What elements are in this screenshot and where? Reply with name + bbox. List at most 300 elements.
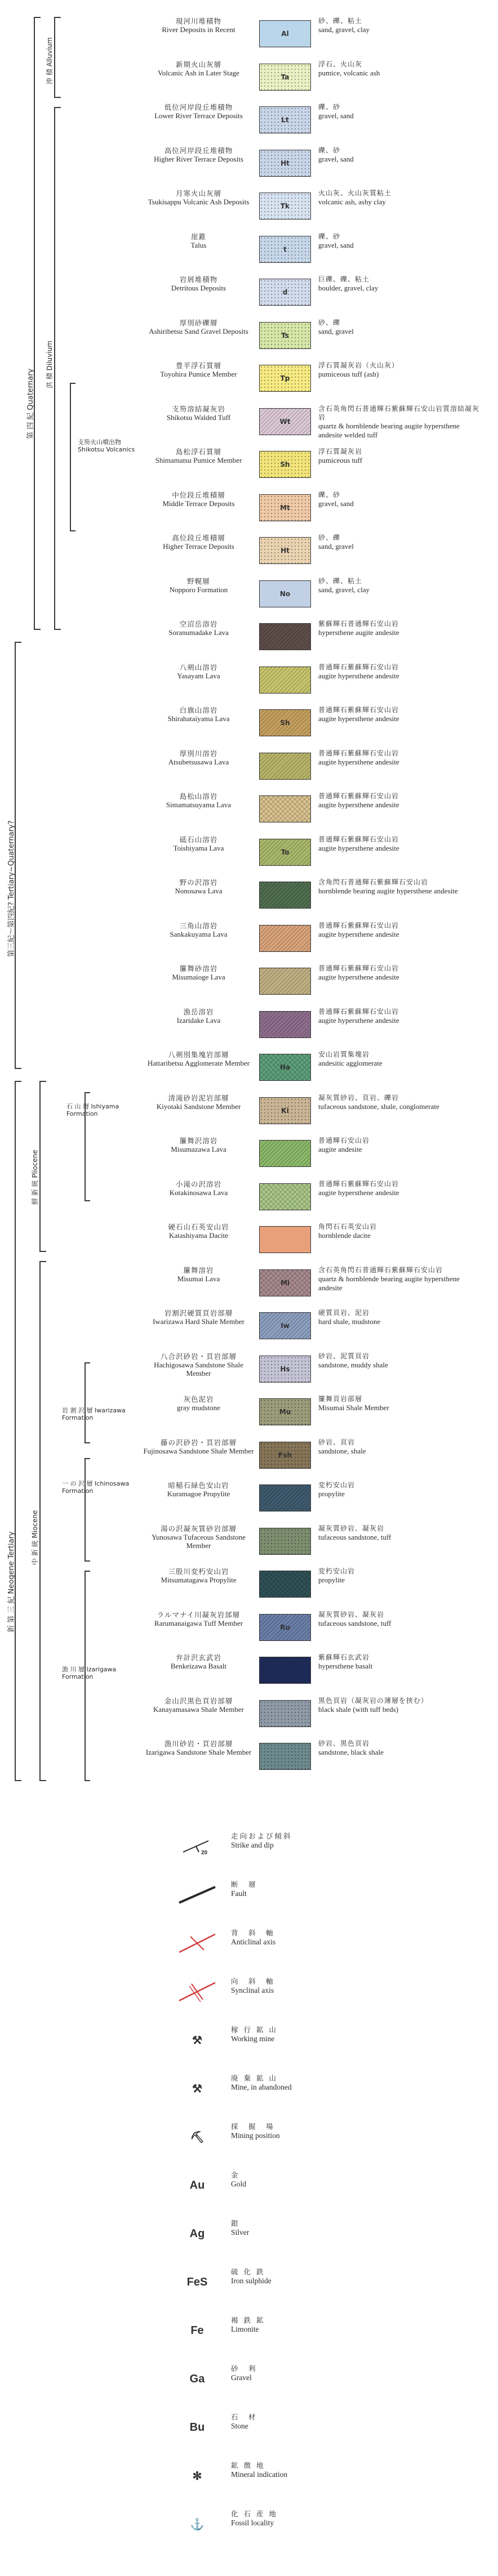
unit-lithology-jp: 硬質頁岩、泥岩 (318, 1309, 370, 1317)
unit-description (318, 1309, 482, 1326)
unit-code: Sh (280, 460, 290, 468)
legend-unit-row (141, 275, 479, 315)
symbol-label (231, 2316, 456, 2334)
unit-lithology-en: andesitic agglomerate (318, 1059, 383, 1067)
mineral-indication-icon (175, 2462, 220, 2490)
unit-description (318, 620, 482, 637)
unit-swatch (259, 1700, 311, 1727)
unit-lithology-jp: 紫蘇輝石玄武岩 (318, 1653, 370, 1661)
unit-name (141, 922, 256, 939)
unit-code: To (281, 848, 290, 856)
unit-description (318, 1223, 482, 1240)
unit-lithology-en: hard shale, mudstone (318, 1317, 381, 1326)
unit-code: Sh (280, 719, 290, 727)
unit-name-en: Talus (190, 240, 207, 249)
unit-code: Ru (280, 1623, 290, 1631)
legend-unit-row (141, 1524, 479, 1564)
working-mine-icon (175, 2026, 220, 2054)
legend-unit-row (141, 1050, 479, 1090)
legend-unit-row (141, 663, 479, 703)
unit-swatch (259, 1356, 311, 1383)
silver-icon (175, 2220, 220, 2248)
unit-name (141, 1567, 256, 1585)
symbol-label (231, 2510, 456, 2528)
symbol-label (231, 1977, 456, 1996)
bracket-quaternary (34, 17, 41, 630)
unit-name-en: Mitsumatagawa Propylite (161, 1576, 237, 1584)
unit-name-jp: 八剣別集塊岩部層 (168, 1050, 229, 1059)
epoch-miocene: 中 新 統 Miocene (31, 1510, 39, 1565)
unit-name-en: Hachigosawa Sandstone Shale Member (154, 1360, 243, 1378)
unit-lithology-en: augite hypersthene andesite (318, 671, 399, 680)
unit-name-jp: 豊平浮石質層 (175, 361, 221, 370)
legend-unit-row (141, 1094, 479, 1134)
unit-name (141, 1137, 256, 1154)
unit-lithology-en: sandstone, shale (318, 1446, 366, 1455)
unit-code: Ht (281, 159, 290, 167)
unit-swatch (259, 882, 311, 909)
unit-lithology-jp: 普通輝石紫蘇輝石安山岩 (318, 663, 399, 671)
unit-description (318, 1697, 482, 1714)
bracket-miocene (39, 1261, 46, 1781)
legend-symbol-row (141, 2410, 479, 2450)
unit-lithology-jp: 普通輝石紫蘇輝石安山岩 (318, 835, 399, 843)
bracket-diluvium (54, 107, 61, 630)
unit-lithology-en: pumice, volcanic ash (318, 68, 380, 77)
unit-name-en: Soranumadake Lava (168, 628, 229, 637)
unit-name-jp: 低位河岸段丘堆積物 (164, 103, 233, 111)
legend-symbol-row (141, 2362, 479, 2401)
unit-lithology-jp: 含角閃石普通輝石紫蘇輝石安山岩 (318, 878, 429, 886)
symbol-label (231, 2268, 456, 2286)
unit-code: Fsh (278, 1451, 292, 1459)
legend-symbol-row (141, 2507, 479, 2547)
unit-name-en: Sankakuyama Lava (170, 929, 228, 938)
unit-name-en: Shikotsu Walded Tuff (166, 413, 231, 422)
unit-name (141, 1611, 256, 1628)
unit-lithology-en: sand, gravel (318, 542, 354, 551)
legend-symbol-row (141, 1878, 479, 1917)
symbol-glyph: Bu (189, 2421, 205, 2434)
symbol-glyph: ✻ (192, 2470, 202, 2483)
unit-lithology-en: gravel, sand (318, 111, 354, 120)
unit-name-jp: 湯の沢凝灰質砂岩部層 (160, 1524, 237, 1533)
syncline-icon (175, 1978, 220, 2006)
legend-unit-row (141, 361, 479, 401)
symbol-label-jp: 鉱 徴 地 (231, 2461, 265, 2470)
unit-name-en: Izaridake Lava (176, 1016, 221, 1025)
unit-name-en: Kanayamasawa Shale Member (153, 1705, 244, 1714)
unit-lithology-en: quartz & hornblende bearing augite hypersthene andesite (318, 1274, 460, 1292)
unit-name-en: Katashiyama Dacite (168, 1231, 229, 1240)
bracket-neogene (15, 1081, 21, 1781)
unit-lithology-jp: 普通輝石紫蘇輝石安山岩 (318, 1007, 399, 1016)
unit-description (318, 1611, 482, 1628)
unit-name-jp: 高位河岸段丘堆積物 (164, 146, 233, 155)
legend-unit-row (141, 1395, 479, 1435)
legend-unit-row (141, 577, 479, 617)
symbol-label-en: Strike and dip (231, 1840, 274, 1849)
unit-code: No (279, 589, 291, 598)
unit-name-jp: 砥石山溶岩 (179, 835, 218, 844)
unit-swatch (259, 753, 311, 780)
unit-description (318, 1137, 482, 1154)
unit-lithology-jp: 変朽安山岩 (318, 1481, 355, 1489)
unit-lithology-en: propylite (318, 1490, 345, 1498)
unit-lithology-jp: 普通輝石紫蘇輝石安山岩 (318, 964, 399, 972)
period-neogene: 新 第 三 紀 Neogene Tertiary (7, 1531, 16, 1633)
unit-name-en: gray mudstone (177, 1403, 220, 1412)
unit-name-jp: 清滝砂岩泥岩部層 (168, 1093, 229, 1102)
unit-name-jp: 漁岳溶岩 (183, 1007, 214, 1016)
symbol-label-en: Mine, in abandoned (231, 2082, 292, 2091)
unit-swatch (259, 20, 311, 47)
legend-unit-row (141, 103, 479, 143)
unit-lithology-jp: 火山灰、火山灰質粘土 (318, 189, 392, 197)
unit-name-en: Misumai Lava (177, 1274, 220, 1283)
unit-lithology-en: sandstone, black shale (318, 1748, 384, 1756)
unit-lithology-jp: 普通輝石紫蘇輝石安山岩 (318, 749, 399, 757)
unit-name-jp: 月寒火山灰層 (175, 189, 221, 198)
unit-description (318, 792, 482, 810)
unit-lithology-en: tufaceous sandstone, tuff (318, 1618, 392, 1627)
symbol-label-en: Stone (231, 2421, 248, 2430)
unit-name-en: Tsukisappu Volcanic Ash Deposits (148, 198, 250, 206)
unit-name (141, 663, 256, 681)
unit-lithology-jp: 角閃石石英安山岩 (318, 1223, 377, 1231)
unit-code: Tp (280, 374, 290, 382)
unit-lithology-en: propylite (318, 1576, 345, 1584)
unit-lithology-en: pumiceous tuff (ash) (318, 370, 379, 378)
unit-lithology-en: augite hypersthene andesite (318, 973, 399, 981)
unit-name (141, 146, 256, 164)
unit-description (318, 448, 482, 465)
unit-lithology-en: hornblende dacite (318, 1231, 371, 1240)
period-quaternary: 第 四 紀 Quaternary (26, 368, 35, 439)
legend-symbol-row (141, 2120, 479, 2159)
unit-swatch (259, 1743, 311, 1770)
unit-name-en: Shimamatsu Pumice Member (155, 456, 242, 464)
symbol-label-jp: 廃 棄 鉱 山 (231, 2074, 278, 2082)
legend-unit-row (141, 1266, 479, 1306)
legend-unit-row (141, 146, 479, 186)
unit-name-en: Detritous Deposits (171, 284, 226, 292)
symbol-label (231, 2171, 456, 2189)
unit-lithology-en: black shale (with tuff beds) (318, 1705, 398, 1714)
unit-code: Ts (281, 331, 289, 339)
legend-unit-row (141, 835, 479, 875)
gold-icon (175, 2171, 220, 2199)
unit-name-jp: 八剣山溶岩 (179, 663, 218, 672)
unit-name (141, 1739, 256, 1757)
legend-symbol-row (141, 1975, 479, 2014)
unit-lithology-jp: 浮石、火山灰 (318, 60, 363, 68)
unit-swatch (259, 193, 311, 220)
symbol-label-jp: 採 掘 場 (231, 2122, 275, 2131)
legend-symbol-row (141, 2168, 479, 2208)
unit-name (141, 319, 256, 336)
unit-name-jp: 厚別川溶岩 (179, 749, 218, 758)
unit-swatch (259, 1528, 311, 1555)
unit-swatch (259, 1657, 311, 1684)
unit-lithology-en: tufaceous sandstone, tuff (318, 1532, 392, 1541)
fossil-locality-icon (175, 2510, 220, 2538)
unit-code: Ki (281, 1106, 289, 1115)
fault-icon (175, 1881, 220, 1909)
unit-description (318, 706, 482, 723)
symbol-label-jp: 褐 鉄 鉱 (231, 2316, 265, 2324)
legend-unit-row (141, 534, 479, 574)
unit-lithology-en: Misumai Shale Member (318, 1403, 389, 1412)
unit-code: Tk (280, 202, 290, 210)
stone-icon (175, 2413, 220, 2441)
unit-name (141, 620, 256, 637)
unit-name-jp: 高位段丘堆積層 (172, 534, 225, 542)
unit-description (318, 1481, 482, 1499)
unit-lithology-jp: 含石英角閃石普通輝石紫蘇輝石安山岩 (318, 1265, 443, 1274)
unit-lithology-jp: 砂岩、頁岩 (318, 1438, 355, 1446)
symbol-label-jp: 向 斜 軸 (231, 1977, 275, 1985)
unit-name (141, 491, 256, 508)
unit-lithology-en: hornblende bearing augite hypersthene andesite (318, 887, 458, 895)
unit-name (141, 1008, 256, 1025)
unit-description (318, 835, 482, 853)
unit-swatch (259, 322, 311, 349)
unit-name-en: Kiyotaki Sandstone Member (156, 1102, 241, 1111)
legend-symbol-row (141, 2217, 479, 2256)
unit-name (141, 1481, 256, 1499)
unit-name-en: Kuramagoe Propylite (167, 1490, 230, 1498)
legend-unit-row (141, 232, 479, 272)
symbol-glyph: Ag (189, 2227, 205, 2240)
unit-swatch (259, 106, 311, 133)
symbol-label (231, 2364, 456, 2383)
unit-description (318, 1395, 482, 1412)
unit-name-jp: 空沼岳溶岩 (179, 620, 218, 628)
unit-name-en: Misumaioge Lava (172, 973, 225, 981)
legend-unit-row (141, 878, 479, 918)
svg-text:20: 20 (201, 1850, 208, 1856)
unit-lithology-en: augite hypersthene andesite (318, 1016, 399, 1025)
epoch-diluvium: 洪 積 Diluvium (46, 341, 54, 388)
unit-lithology-jp: 含石英角閃石普通輝石紫蘇輝石安山岩質溶結凝灰岩 (318, 404, 480, 421)
unit-lithology-jp: 普通輝石紫蘇輝石安山岩 (318, 792, 399, 800)
unit-name (141, 1352, 256, 1378)
unit-name-en: Higher Terrace Deposits (163, 542, 234, 551)
symbol-label-jp: 走向および傾斜 (231, 1832, 292, 1840)
unit-lithology-jp: 凝灰質砂岩、頁岩、礫岩 (318, 1093, 399, 1102)
symbol-label (231, 2461, 456, 2480)
legend-unit-row (141, 448, 479, 488)
unit-name (141, 1050, 256, 1068)
symbol-label-en: Fault (231, 1889, 247, 1898)
subgroup-izarigawa: 漁 川 層 Izarigawa Formation (62, 1666, 117, 1680)
unit-swatch (259, 1312, 311, 1339)
unit-lithology-jp: 凝灰質砂岩、凝灰岩 (318, 1610, 385, 1618)
legend-unit-row (141, 1180, 479, 1220)
unit-swatch (259, 1226, 311, 1253)
symbol-glyph: Fe (190, 2324, 204, 2337)
unit-name (141, 1524, 256, 1550)
unit-code: Iw (281, 1322, 290, 1330)
unit-code: Wt (279, 417, 291, 426)
unit-swatch (259, 667, 311, 694)
symbol-label (231, 2219, 456, 2238)
unit-swatch (259, 64, 311, 91)
unit-name-jp: 支笏溶結凝灰岩 (172, 404, 225, 413)
unit-code: Ta (281, 73, 290, 81)
strike-dip-icon (175, 1832, 220, 1861)
unit-description (318, 1180, 482, 1197)
unit-lithology-jp: 変朽安山岩 (318, 1567, 355, 1575)
legend-symbol-row (141, 2314, 479, 2353)
unit-description (318, 491, 482, 508)
unit-swatch (259, 795, 311, 822)
unit-lithology-jp: 普通輝石紫蘇輝石安山岩 (318, 1179, 399, 1188)
unit-description (318, 319, 482, 336)
symbol-label (231, 2413, 456, 2431)
unit-lithology-en: sand, gravel, clay (318, 585, 370, 594)
unit-name-jp: 簾舞砂溶岩 (179, 964, 218, 973)
bracket-alluvium (54, 17, 61, 98)
unit-description (318, 1653, 482, 1671)
symbol-label-en: Limonite (231, 2324, 259, 2333)
legend-unit-row (141, 17, 479, 57)
symbol-glyph: ⛏ (190, 2131, 204, 2144)
unit-name-jp: 硬石山石英安山岩 (168, 1223, 229, 1231)
unit-lithology-en: sand, gravel, clay (318, 25, 370, 34)
legend-unit-row (141, 60, 479, 100)
unit-name (141, 232, 256, 250)
unit-lithology-jp: 砂、礫 (318, 534, 341, 542)
unit-lithology-jp: 砂岩、泥質頁岩 (318, 1352, 370, 1360)
unit-name-en: Lower River Terrace Deposits (154, 111, 243, 120)
unit-lithology-jp: 浮石質凝灰岩（火山灰） (318, 361, 399, 369)
unit-name-en: Iwarizawa Hard Shale Member (153, 1317, 244, 1326)
symbol-label-jp: 背 斜 軸 (231, 1929, 275, 1937)
symbol-glyph: FeS (186, 2275, 208, 2288)
unit-name-jp: 小滝の沢溶岩 (175, 1179, 221, 1188)
unit-description (318, 103, 482, 120)
unit-name-en: River Deposits in Recent (162, 25, 235, 34)
legend-unit-row (141, 792, 479, 832)
symbol-label-en: Mining position (231, 2131, 280, 2140)
abandoned-mine-icon (175, 2074, 220, 2103)
unit-name (141, 835, 256, 853)
unit-description (318, 964, 482, 982)
unit-name (141, 749, 256, 767)
legend-unit-row (141, 189, 479, 229)
unit-code: d (282, 288, 288, 296)
unit-swatch (259, 408, 311, 435)
unit-name-jp: 八合沢砂岩・頁岩部層 (160, 1352, 237, 1361)
unit-swatch (259, 1269, 311, 1296)
bracket-shikotsu (70, 383, 75, 531)
unit-name (141, 1223, 256, 1240)
unit-lithology-jp: 普通輝石安山岩 (318, 1137, 370, 1144)
legend-unit-row (141, 491, 479, 531)
symbol-label-jp: 銀 (231, 2219, 240, 2228)
unit-description (318, 1352, 482, 1370)
unit-lithology-jp: 砂、礫、粘土 (318, 17, 363, 25)
legend-unit-row (141, 620, 479, 660)
unit-name-en: Nonosawa Lava (175, 887, 223, 895)
unit-name-jp: 厚別砂礫層 (179, 318, 218, 327)
unit-name-jp: 暗稲石緑色安山岩 (168, 1481, 229, 1490)
unit-description (318, 663, 482, 681)
unit-lithology-jp: 砂、礫 (318, 318, 341, 327)
unit-description (318, 1266, 482, 1293)
unit-name-jp: 岩割沢硬質頁岩部層 (164, 1309, 233, 1317)
unit-name-en: Nopporo Formation (169, 585, 228, 594)
unit-name-jp: 弁計沢玄武岩 (175, 1653, 221, 1662)
limonite-icon (175, 2316, 220, 2345)
unit-lithology-en: hypersthene basalt (318, 1662, 373, 1670)
symbol-label-en: Gold (231, 2179, 246, 2188)
epoch-pliocene: 鮮 新 統 Pliocene (31, 1150, 39, 1205)
unit-name-jp: 中位段丘堆積層 (172, 490, 225, 499)
legend-symbol-row (141, 2023, 479, 2063)
unit-code: Ht (281, 547, 290, 554)
unit-lithology-jp: 凝灰質砂岩、凝灰岩 (318, 1524, 385, 1532)
legend-unit-row (141, 706, 479, 746)
unit-description (318, 60, 482, 78)
unit-swatch (259, 709, 311, 736)
unit-lithology-jp: 普通輝石紫蘇輝石安山岩 (318, 921, 399, 929)
unit-code: Hs (280, 1365, 290, 1373)
unit-name-jp: 島松山溶岩 (179, 792, 218, 800)
unit-lithology-en: volcanic ash, ashy clay (318, 198, 386, 206)
legend-symbol-row (141, 2459, 479, 2498)
unit-lithology-jp: 礫、砂 (318, 490, 341, 499)
unit-lithology-en: augite hypersthene andesite (318, 714, 399, 723)
unit-lithology-jp: 巨礫、礫、粘土 (318, 275, 370, 283)
unit-name (141, 1309, 256, 1326)
unit-name-jp: 三股川変朽安山岩 (168, 1567, 229, 1576)
unit-swatch (259, 1484, 311, 1511)
unit-lithology-en: gravel, sand (318, 154, 354, 163)
symbol-glyph: Ga (189, 2372, 205, 2385)
unit-name-en: Misumazawa Lava (171, 1145, 226, 1153)
unit-swatch (259, 580, 311, 607)
unit-lithology-en: augite hypersthene andesite (318, 800, 399, 809)
unit-lithology-en: sandstone, muddy shale (318, 1360, 388, 1369)
unit-name (141, 792, 256, 810)
unit-name-en: Middle Terrace Deposits (162, 499, 235, 508)
unit-description (318, 577, 482, 594)
symbol-glyph: ⚒ (192, 2082, 202, 2095)
unit-swatch (259, 925, 311, 952)
unit-description (318, 878, 482, 896)
unit-description (318, 405, 482, 440)
unit-name (141, 1438, 256, 1456)
unit-lithology-en: pumiceous tuff (318, 456, 363, 464)
symbol-label-en: Gravel (231, 2373, 252, 2382)
legend-unit-row (141, 319, 479, 359)
unit-lithology-jp: 砂岩、黒色頁岩 (318, 1739, 370, 1747)
legend-unit-row (141, 1309, 479, 1349)
symbol-label (231, 1832, 456, 1850)
unit-name-jp: ラルマナイ川凝灰岩部層 (157, 1610, 241, 1619)
unit-name-jp: 野幌層 (187, 576, 210, 585)
unit-name-en: Atsubetsusawa Lava (168, 757, 229, 766)
unit-description (318, 1008, 482, 1025)
unit-name-en: Kotakinosawa Lava (169, 1188, 228, 1197)
unit-name-jp: 現河川堆積物 (175, 17, 221, 25)
unit-swatch (259, 279, 311, 306)
period-tertiary-quaternary: 第三紀～第四紀? Tertiary~Quaternary? (7, 820, 16, 957)
legend-symbol-row (141, 1926, 479, 1966)
